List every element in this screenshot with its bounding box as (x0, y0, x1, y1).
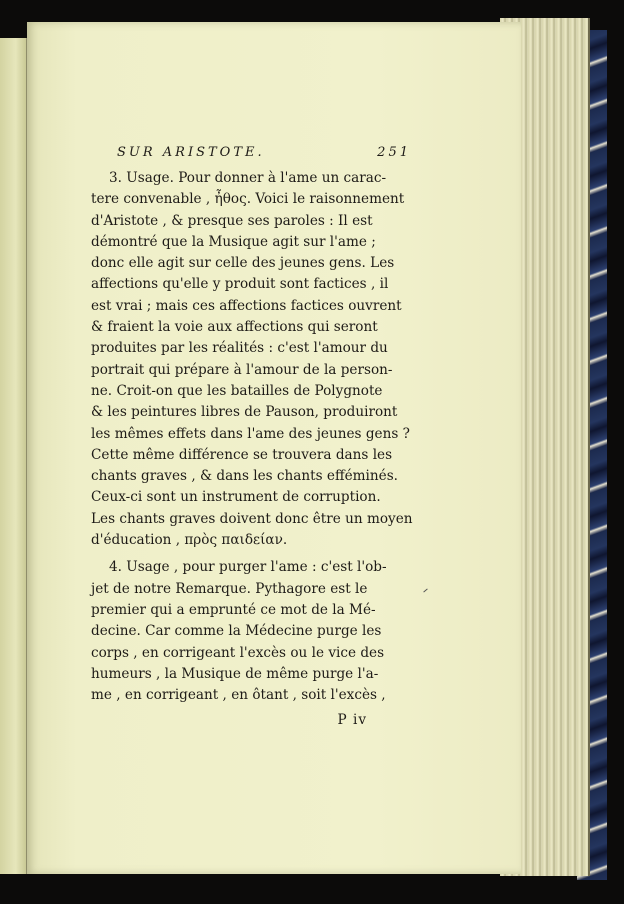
book-page (27, 22, 521, 874)
text-line: humeurs , la Musique de même purge l'a- (91, 665, 379, 682)
text-line: jet de notre Remarque. Pythagore est le (91, 580, 368, 597)
text-line: premier qui a emprunté ce mot de la Mé- (91, 601, 376, 618)
pencil-mark (423, 589, 427, 593)
catchword: P iv (337, 712, 367, 729)
text-line: les mêmes effets dans l'ame des jeunes gens ? (91, 425, 410, 442)
page-number: 251 (377, 145, 411, 160)
running-head-title: SUR ARISTOTE. (117, 145, 265, 160)
text-line: & fraient la voie aux affections qui seront (91, 319, 378, 336)
text-line: decine. Car comme la Médecine purge les (91, 623, 382, 640)
text-line: portrait qui prépare à l'amour de la person- (91, 361, 393, 378)
text-block (91, 142, 411, 732)
text-line: d'éducation , πρὸς παιδείαν. (91, 532, 288, 549)
text-line: Les chants graves doivent donc être un moyen (91, 510, 413, 527)
text-line: 4. Usage , pour purger l'ame : c'est l'ob- (109, 559, 387, 576)
text-line: me , en corrigeant , en ôtant , soit l'excès , (91, 687, 386, 704)
text-line: ne. Croit-on que les batailles de Polygnote (91, 382, 383, 399)
text-line: est vrai ; mais ces affections factices ouvrent (91, 297, 402, 314)
running-head (91, 142, 411, 168)
text-line: 3. Usage. Pour donner à l'ame un carac- (109, 170, 387, 186)
text-line: tere convenable , ἦθος. Voici le raisonnement (91, 191, 405, 208)
text-line: d'Aristote , & presque ses paroles : Il est (91, 212, 373, 229)
text-line: démontré que la Musique agit sur l'ame ; (91, 233, 376, 250)
text-line: corps , en corrigeant l'excès ou le vice des (91, 644, 385, 661)
facing-page-edge (0, 38, 28, 874)
text-line: chants graves , & dans les chants efféminés. (91, 468, 398, 485)
text-line: donc elle agit sur celle des jeunes gens. Les (91, 255, 395, 272)
text-line: Ceux-ci sont un instrument de corruption. (91, 489, 381, 506)
text-line: Cette même différence se trouvera dans les (91, 446, 393, 463)
text-line: & les peintures libres de Pauson, produiront (91, 404, 398, 421)
text-line: affections qu'elle y produit sont factices , il (91, 276, 389, 293)
text-line: produites par les réalités : c'est l'amour du (91, 340, 388, 357)
